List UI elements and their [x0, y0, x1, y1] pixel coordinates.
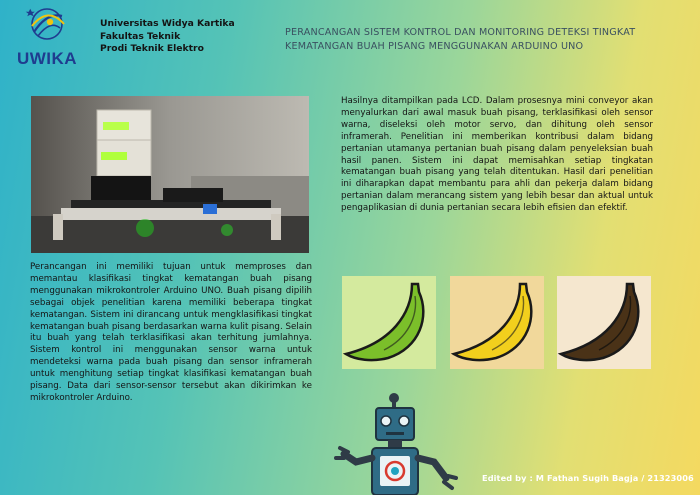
ripe-banana-card	[450, 276, 544, 369]
uwika-logo	[10, 6, 84, 70]
logo-text: UWIKA	[16, 49, 78, 68]
conveyor-illustration	[31, 96, 309, 253]
unripe-banana-card	[342, 276, 436, 369]
program-name: Prodi Teknik Elektro	[100, 43, 204, 54]
robot-icon	[322, 392, 472, 495]
overripe-banana-card	[557, 276, 651, 369]
description-right: Hasilnya ditampilkan pada LCD. Dalam prosesnya mini conveyor akan menyalurkan dari awal masuk buah pisang, terklasifikasi oleh sensor warna, diseleksi oleh motor servo, dan dihitung oleh sensor inframerah. Penelitian ini memberikan kontribusi dalam bidang pertanian utamanya pertanian buah pisang dalam penyeleksian buah hasil panen. Sistem ini dapat memisahkan setiap tingkatan kematangan buah pisang yang telah ditentukan. Hasil dari penelitian ini diharapkan dapat membantu para ahli dan pekerja dalam bidang pertanian dalam merancang sistem yang lebih besar dan aktual untuk pengaplikasian di dunia pertanian secara lebih efisien dan efektif.	[341, 96, 653, 214]
description-left: Perancangan ini memiliki tujuan untuk memproses dan memantau klasifikasi tingkat kematangan buah pisang menggunakan mikrokontroler Arduino UNO. Buah pisang dipilih sebagai objek penelitian karena memiliki beberapa tingkat kematangan. Sistem ini dirancang untuk mengklasifikasi tingkat kematangan buah pisang berdasarkan warna kulit pisang. Selain itu buah yang telah terklasifikasi akan terhitung jumlahnya. Sistem kontrol ini menggunakan sensor warna untuk mendeteksi warna pada buah pisang dan sensor inframerah untuk menghitung setiap tingkat klasifikasi kematangan buah pisang. Data dari sensor-sensor tersebut akan dikirimkan ke mikrokontroler Arduino.	[30, 262, 312, 403]
editor-credit: Edited by : M Fathan Sugih Bagja / 21323006	[482, 473, 694, 483]
unripe-banana-icon	[342, 276, 436, 369]
robot-illustration	[322, 392, 472, 495]
prototype-photo	[31, 96, 309, 253]
institution-block	[100, 18, 235, 56]
poster-title: PERANCANGAN SISTEM KONTROL DAN MONITORING DETEKSI TINGKAT KEMATANGAN BUAH PISANG MENGGUNAKAN ARDUINO UNO	[285, 27, 636, 52]
university-name: Universitas Widya Kartika	[100, 18, 235, 29]
ripe-banana-icon	[450, 276, 544, 369]
faculty-name: Fakultas Teknik	[100, 30, 181, 42]
overripe-banana-icon	[557, 276, 651, 369]
uwika-emblem	[10, 6, 84, 70]
